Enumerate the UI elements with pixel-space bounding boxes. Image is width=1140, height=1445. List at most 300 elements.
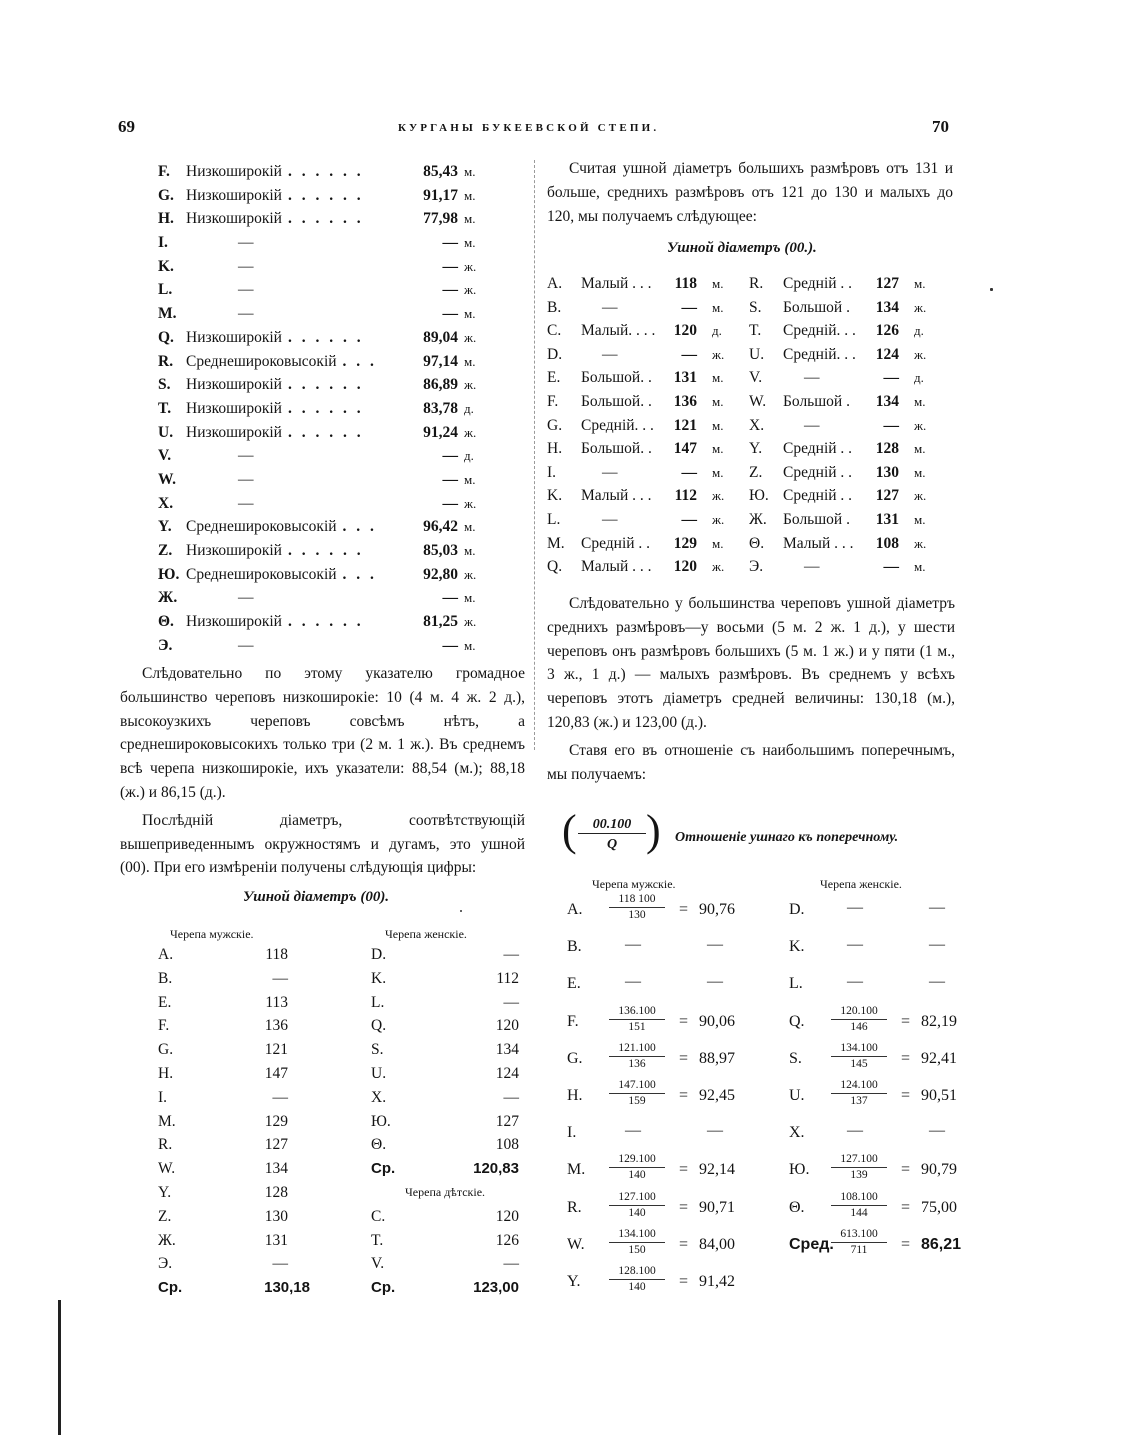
index-row [158, 160, 488, 184]
row-sex: м. [712, 441, 724, 457]
row-value: — [681, 510, 697, 528]
row-value: — [929, 936, 945, 954]
paragraph: Слѣдовательно у большинства череповъ ушной діаметръ среднихъ размѣровъ—у восьми (5 м. 2 ж. 1 д.), у шести череповъ онъ размѣровъ большихъ (5 м. 1 ж.) и у пяти (1 м., 3 ж., 1 д.) — малыхъ размѣровъ. Въ среднемъ у всѣхъ череповъ этотъ діаметръ средней величины: 130,18 (м.), 120,83 (ж.) и 123,00 (д.). [547, 595, 955, 731]
row-sex: м. [464, 637, 476, 653]
fraction-denominator: 711 [850, 1243, 868, 1256]
row-letter: I. [567, 1124, 577, 1142]
row-value: — [503, 1088, 519, 1106]
right-text-block [547, 592, 955, 786]
ear-row [371, 1038, 519, 1062]
average-label: Ср. [158, 1279, 183, 1297]
table-title-size: Ушной діаметръ (00.). [667, 240, 817, 256]
row-label [186, 373, 364, 397]
equals-sign: = [901, 1235, 911, 1253]
row-letter: M. [547, 534, 565, 552]
ear-row [158, 967, 288, 991]
row-value: 85,03 [423, 542, 458, 559]
row-value: 120 [495, 1207, 519, 1225]
row-value: — [442, 257, 458, 275]
row-sex: ж. [464, 566, 477, 582]
leader-dots: . . . [342, 565, 377, 583]
row-label [186, 539, 364, 563]
ear-row [371, 991, 519, 1015]
fraction [609, 1042, 665, 1071]
row-letter: Ю. [371, 1112, 391, 1130]
index-row [158, 231, 488, 255]
row-label [186, 515, 377, 539]
row-value: — [442, 470, 458, 488]
row-label: — [238, 281, 254, 299]
ratio-table [567, 893, 967, 1302]
row-letter: X. [371, 1088, 387, 1106]
label-text: Низкоширокій [186, 423, 282, 441]
fraction-denominator: 140 [628, 1280, 646, 1293]
row-letter: F. [567, 1012, 579, 1030]
row-letter: Θ. [371, 1136, 387, 1154]
fraction-numerator: 121.100 [609, 1042, 665, 1057]
row-value: 96,42 [423, 518, 458, 536]
ratio-row [567, 967, 967, 1004]
ear-row [158, 1252, 288, 1276]
row-value: 118 [265, 946, 288, 963]
row-letter: Y. [749, 440, 763, 458]
row-value: — [707, 973, 723, 991]
row-sex: ж. [914, 488, 927, 504]
row-letter: Ж. [749, 510, 767, 528]
ear-row [371, 1110, 519, 1134]
row-letter: V. [749, 369, 763, 387]
column-header-male: Черепа мужскіе. [170, 927, 254, 941]
row-letter: X. [749, 416, 765, 434]
row-letter: U. [371, 1064, 387, 1082]
row-value: 75,00 [921, 1198, 957, 1216]
row-letter: G. [158, 186, 174, 204]
label-text: Низкоширокій [186, 613, 282, 631]
row-sex: м. [914, 276, 926, 291]
row-value: — [272, 1088, 288, 1106]
fraction [609, 1153, 665, 1182]
ratio-row [567, 1116, 967, 1153]
row-value: — [707, 1122, 723, 1140]
row-letter: V. [158, 447, 172, 465]
row-size-class: Большой . [783, 510, 850, 528]
ear-row [371, 1229, 519, 1253]
row-value: 91,24 [423, 423, 458, 441]
row-value: — [503, 993, 519, 1011]
row-sex: ж. [914, 299, 927, 315]
size-row [547, 437, 947, 461]
fraction-denominator: 145 [850, 1057, 868, 1070]
fraction [831, 1228, 887, 1257]
row-letter: X. [158, 494, 174, 512]
row-letter: Ж. [158, 589, 178, 607]
row-letter: Θ. [749, 534, 765, 552]
row-value: — [883, 416, 899, 434]
row-value: 89,04 [423, 328, 458, 346]
row-size-class: Малый . . . [581, 558, 652, 576]
row-sex: м. [712, 464, 724, 480]
row-sex: м. [464, 353, 476, 369]
row-value: 127 [495, 1112, 519, 1130]
scan-speck [990, 288, 993, 291]
average-value: 130,18 [264, 1279, 310, 1297]
row-letter: R. [158, 1136, 173, 1154]
row-size-class: Малый . . . [783, 534, 854, 552]
row-value: 113 [265, 993, 288, 1011]
row-value: 118 [674, 275, 697, 292]
index-row [158, 610, 488, 634]
fraction-numerator: 136.100 [609, 1005, 665, 1020]
fraction [609, 1228, 665, 1257]
row-value: 86,89 [423, 376, 458, 394]
row-sex: м. [712, 393, 724, 409]
fraction-denominator: 146 [850, 1020, 868, 1033]
row-sex: м. [464, 235, 476, 251]
row-value: 120 [673, 558, 697, 576]
row-letter: B. [567, 938, 582, 956]
row-value: — [929, 899, 945, 916]
row-letter: E. [567, 975, 581, 993]
fraction [831, 1005, 887, 1034]
fraction-numerator: 127.100 [831, 1153, 887, 1168]
row-size-class: Малый . . . [581, 275, 652, 292]
row-value: 112 [496, 969, 519, 987]
row-letter: Θ. [158, 613, 174, 631]
row-size-class: Среднiй . . [581, 534, 651, 552]
row-sex: м. [914, 393, 926, 409]
row-sex: д. [464, 400, 474, 416]
ear-row [371, 1086, 519, 1110]
row-sex: м. [914, 464, 926, 480]
label-text: Среднешироковысокій [186, 352, 337, 370]
formula-numerator: 00.100 [578, 817, 646, 834]
row-letter: G. [547, 416, 563, 434]
fraction-numerator: 124.100 [831, 1079, 887, 1094]
ear-row [158, 1014, 288, 1038]
row-letter: M. [158, 1112, 176, 1130]
row-letter: S. [371, 1041, 384, 1059]
index-row [158, 634, 488, 658]
row-letter: I. [547, 463, 557, 481]
row-letter: D. [789, 901, 805, 918]
row-size-class: Большой . [783, 392, 850, 410]
ear-row [371, 1252, 519, 1276]
row-size-class: Среднiй . . [783, 463, 853, 481]
leader-dots: . . . . . . [287, 163, 364, 180]
ear-row [158, 1110, 288, 1134]
row-letter: T. [371, 1231, 384, 1249]
leader-dots: . . . [342, 518, 377, 536]
row-sex: м. [464, 187, 476, 203]
fraction-numerator: 108.100 [831, 1191, 887, 1206]
row-letter: H. [567, 1086, 583, 1104]
ratio-row [567, 1153, 967, 1190]
page-number-left: 69 [118, 117, 135, 136]
fraction [831, 1153, 887, 1182]
row-size-class: Большой. . [581, 440, 652, 458]
size-row [547, 319, 947, 343]
row-letter: I. [158, 234, 168, 252]
row-size-class: Большой . [783, 298, 850, 316]
size-row [547, 484, 947, 508]
cephalic-index-list [158, 160, 488, 657]
row-letter: U. [749, 345, 765, 363]
ratio-row [567, 1228, 967, 1265]
row-value: 92,14 [699, 1161, 735, 1179]
row-value: — [272, 1255, 288, 1273]
row-letter: W. [567, 1235, 585, 1253]
row-label: — [238, 589, 254, 607]
label-text: Низкоширокій [186, 163, 282, 180]
row-size-class: Среднiй. . . [783, 322, 856, 340]
row-value: 147 [673, 440, 697, 458]
fraction-denominator: 144 [850, 1206, 868, 1219]
ear-row [158, 1133, 288, 1157]
row-value: 134 [875, 392, 899, 410]
fraction-denominator: 137 [850, 1094, 868, 1107]
index-row [158, 539, 488, 563]
fraction-numerator: 120.100 [831, 1005, 887, 1020]
equals-sign: = [901, 1012, 911, 1030]
ear-table-male [158, 943, 310, 1300]
row-value: 90,71 [699, 1198, 735, 1216]
row-value: 92,41 [921, 1049, 957, 1067]
ratio-row [567, 1079, 967, 1116]
size-row [547, 461, 947, 485]
row-value: 97,14 [423, 352, 458, 370]
row-value: 92,45 [699, 1086, 735, 1104]
fraction [609, 1079, 665, 1108]
row-letter: Q. [371, 1017, 387, 1035]
row-letter: B. [158, 969, 173, 987]
row-letter: I. [158, 1088, 168, 1106]
row-value: — [442, 234, 458, 252]
fraction-denominator: 140 [628, 1169, 646, 1182]
row-sex: д. [464, 448, 474, 464]
index-row [158, 326, 488, 350]
row-letter: V. [371, 1255, 385, 1273]
row-value: — [272, 969, 288, 987]
row-value: 85,43 [423, 163, 458, 180]
row-value: — [707, 936, 723, 954]
row-letter: U. [158, 423, 174, 441]
row-sex: ж. [464, 329, 477, 345]
row-value: 131 [875, 510, 899, 528]
paragraph: Считая ушной діаметръ большихъ размѣровъ отъ 131 и больше, среднихъ размѣровъ отъ 121 до 130 и малыхъ до 120, мы получаемъ слѣдующее: [547, 160, 953, 225]
row-letter: M. [567, 1161, 586, 1179]
right-paren: ) [646, 806, 661, 855]
leader-dots: . . . . . . [287, 423, 364, 441]
fraction-numerator: 127.100 [609, 1191, 665, 1206]
index-row [158, 397, 488, 421]
row-value: 92,80 [423, 565, 458, 583]
paragraph: Ставя его въ отношеніе съ наибольшимъ поперечнымъ, мы получаемъ: [547, 741, 955, 783]
ear-row [371, 967, 519, 991]
size-row [547, 414, 947, 438]
row-size-class: Среднiй . . [783, 275, 853, 292]
average-row [158, 1276, 310, 1300]
equals-sign: = [901, 1086, 911, 1104]
row-label [186, 397, 364, 421]
row-value: 128 [264, 1183, 288, 1201]
label-text: Низкоширокій [186, 399, 282, 417]
ear-row [371, 1133, 519, 1157]
ear-row [158, 991, 288, 1015]
right-intro-text [547, 157, 953, 228]
size-row [547, 390, 947, 414]
row-sex: м. [464, 164, 476, 179]
equals-sign: = [679, 1086, 689, 1104]
index-row [158, 586, 488, 610]
row-letter: K. [547, 487, 563, 505]
row-label [186, 350, 377, 374]
index-row [158, 421, 488, 445]
ear-row [158, 1062, 288, 1086]
ear-row [158, 1157, 288, 1181]
row-sex: ж. [914, 535, 927, 551]
equals-sign: = [679, 1161, 689, 1179]
leader-dots: . . . . . . [287, 399, 364, 417]
row-letter: Q. [158, 328, 174, 346]
table-title-ratio: Отношеніе ушнаго къ поперечному. [675, 830, 899, 845]
formula-denominator: Q [606, 837, 618, 852]
ear-row [158, 1181, 288, 1205]
row-sex: ж. [464, 424, 477, 440]
index-row [158, 207, 488, 231]
row-letter: Ж. [158, 1231, 176, 1249]
row-label: — [238, 636, 254, 654]
row-value: 84,00 [699, 1235, 735, 1253]
row-label: — [238, 257, 254, 275]
row-value: 90,06 [699, 1012, 735, 1030]
row-letter: Э. [158, 636, 173, 654]
size-row [547, 296, 947, 320]
fraction [831, 1079, 887, 1108]
row-letter: Q. [789, 1012, 805, 1030]
index-row [158, 373, 488, 397]
row-value: 112 [674, 487, 697, 505]
leader-dots: . . . . . . [287, 186, 364, 204]
average-value: 120,83 [473, 1160, 519, 1178]
row-letter: D. [547, 345, 563, 363]
row-sex: м. [712, 535, 724, 551]
fraction-numerator: 118 100 [609, 893, 665, 908]
equals-sign: = [679, 1272, 689, 1290]
average-label: Сред. [789, 1235, 834, 1253]
column-header-female: Черепа женскіе. [385, 927, 467, 941]
row-sex: м. [914, 559, 926, 575]
label-text: Низкоширокій [186, 376, 282, 394]
row-size-class: Среднiй . . [783, 487, 853, 505]
fraction-numerator: 613.100 [831, 1228, 887, 1243]
row-letter: Э. [749, 558, 764, 576]
equals-sign: = [679, 1012, 689, 1030]
size-row [547, 343, 947, 367]
row-letter: C. [547, 322, 562, 340]
row-letter: H. [547, 440, 563, 458]
dash-placeholder: — [847, 1122, 863, 1140]
dash-placeholder: — [847, 973, 863, 991]
row-size-class: — [602, 345, 618, 363]
row-letter: C. [371, 1207, 386, 1225]
row-letter: Z. [749, 463, 763, 481]
row-value: — [681, 345, 697, 363]
row-value: 134 [875, 298, 899, 316]
row-value: — [681, 298, 697, 316]
size-row [547, 272, 947, 296]
equals-sign: = [679, 901, 689, 918]
row-sex: м. [464, 590, 476, 606]
index-row [158, 492, 488, 516]
row-letter: R. [158, 352, 174, 370]
row-value: 129 [264, 1112, 288, 1130]
fraction [831, 1042, 887, 1071]
row-letter: H. [158, 1064, 174, 1082]
row-size-class: Малый . . . [581, 487, 652, 505]
dash-placeholder: — [847, 936, 863, 954]
fraction [609, 1191, 665, 1220]
row-letter: H. [158, 210, 174, 228]
row-label [186, 610, 364, 634]
row-value: — [503, 1255, 519, 1273]
paragraph: Послѣдній діаметръ, соотвѣтствующій вышеприведеннымъ окружностямъ и дугамъ, это ушной (00). При его измѣреніи получены слѣдующія цифры: [120, 811, 525, 877]
row-value: 127 [875, 487, 899, 505]
leader-dots: . . . . . . [287, 613, 364, 631]
row-value: 90,51 [921, 1086, 957, 1104]
row-sex: м. [712, 370, 724, 386]
row-letter: L. [158, 281, 173, 299]
equals-sign: = [901, 1161, 911, 1179]
row-label: — [238, 494, 254, 512]
row-letter: G. [567, 1049, 583, 1067]
row-value: 91,42 [699, 1272, 735, 1290]
row-letter: R. [567, 1198, 582, 1216]
label-text: Низкоширокій [186, 328, 282, 346]
dash-placeholder: — [625, 973, 641, 991]
fraction [609, 1005, 665, 1034]
index-row [158, 302, 488, 326]
row-sex: д. [712, 323, 722, 339]
row-letter: Y. [158, 518, 172, 536]
row-value: 134 [495, 1041, 519, 1059]
row-value: — [883, 558, 899, 576]
row-value: 108 [875, 534, 899, 552]
row-letter: U. [789, 1086, 805, 1104]
row-letter: Θ. [789, 1198, 805, 1216]
equals-sign: = [679, 1049, 689, 1067]
ratio-row [567, 1005, 967, 1042]
index-row [158, 468, 488, 492]
average-row [371, 1276, 519, 1300]
row-value: 134 [264, 1160, 288, 1178]
row-sex: ж. [712, 559, 725, 575]
left-text-block [120, 662, 525, 880]
row-value: 136 [264, 1017, 288, 1035]
index-row [158, 444, 488, 468]
row-value: 90,79 [921, 1161, 957, 1179]
ratio-row [567, 1191, 967, 1228]
leader-dots: . . . . . . [287, 542, 364, 559]
scan-speck [460, 910, 462, 912]
row-sex: м. [464, 471, 476, 487]
index-row [158, 350, 488, 374]
leader-dots: . . . . . . [287, 328, 364, 346]
row-value: 83,78 [423, 399, 458, 417]
index-row [158, 184, 488, 208]
row-letter: D. [371, 946, 387, 963]
row-letter: S. [749, 298, 762, 316]
row-letter: Z. [158, 1207, 172, 1225]
